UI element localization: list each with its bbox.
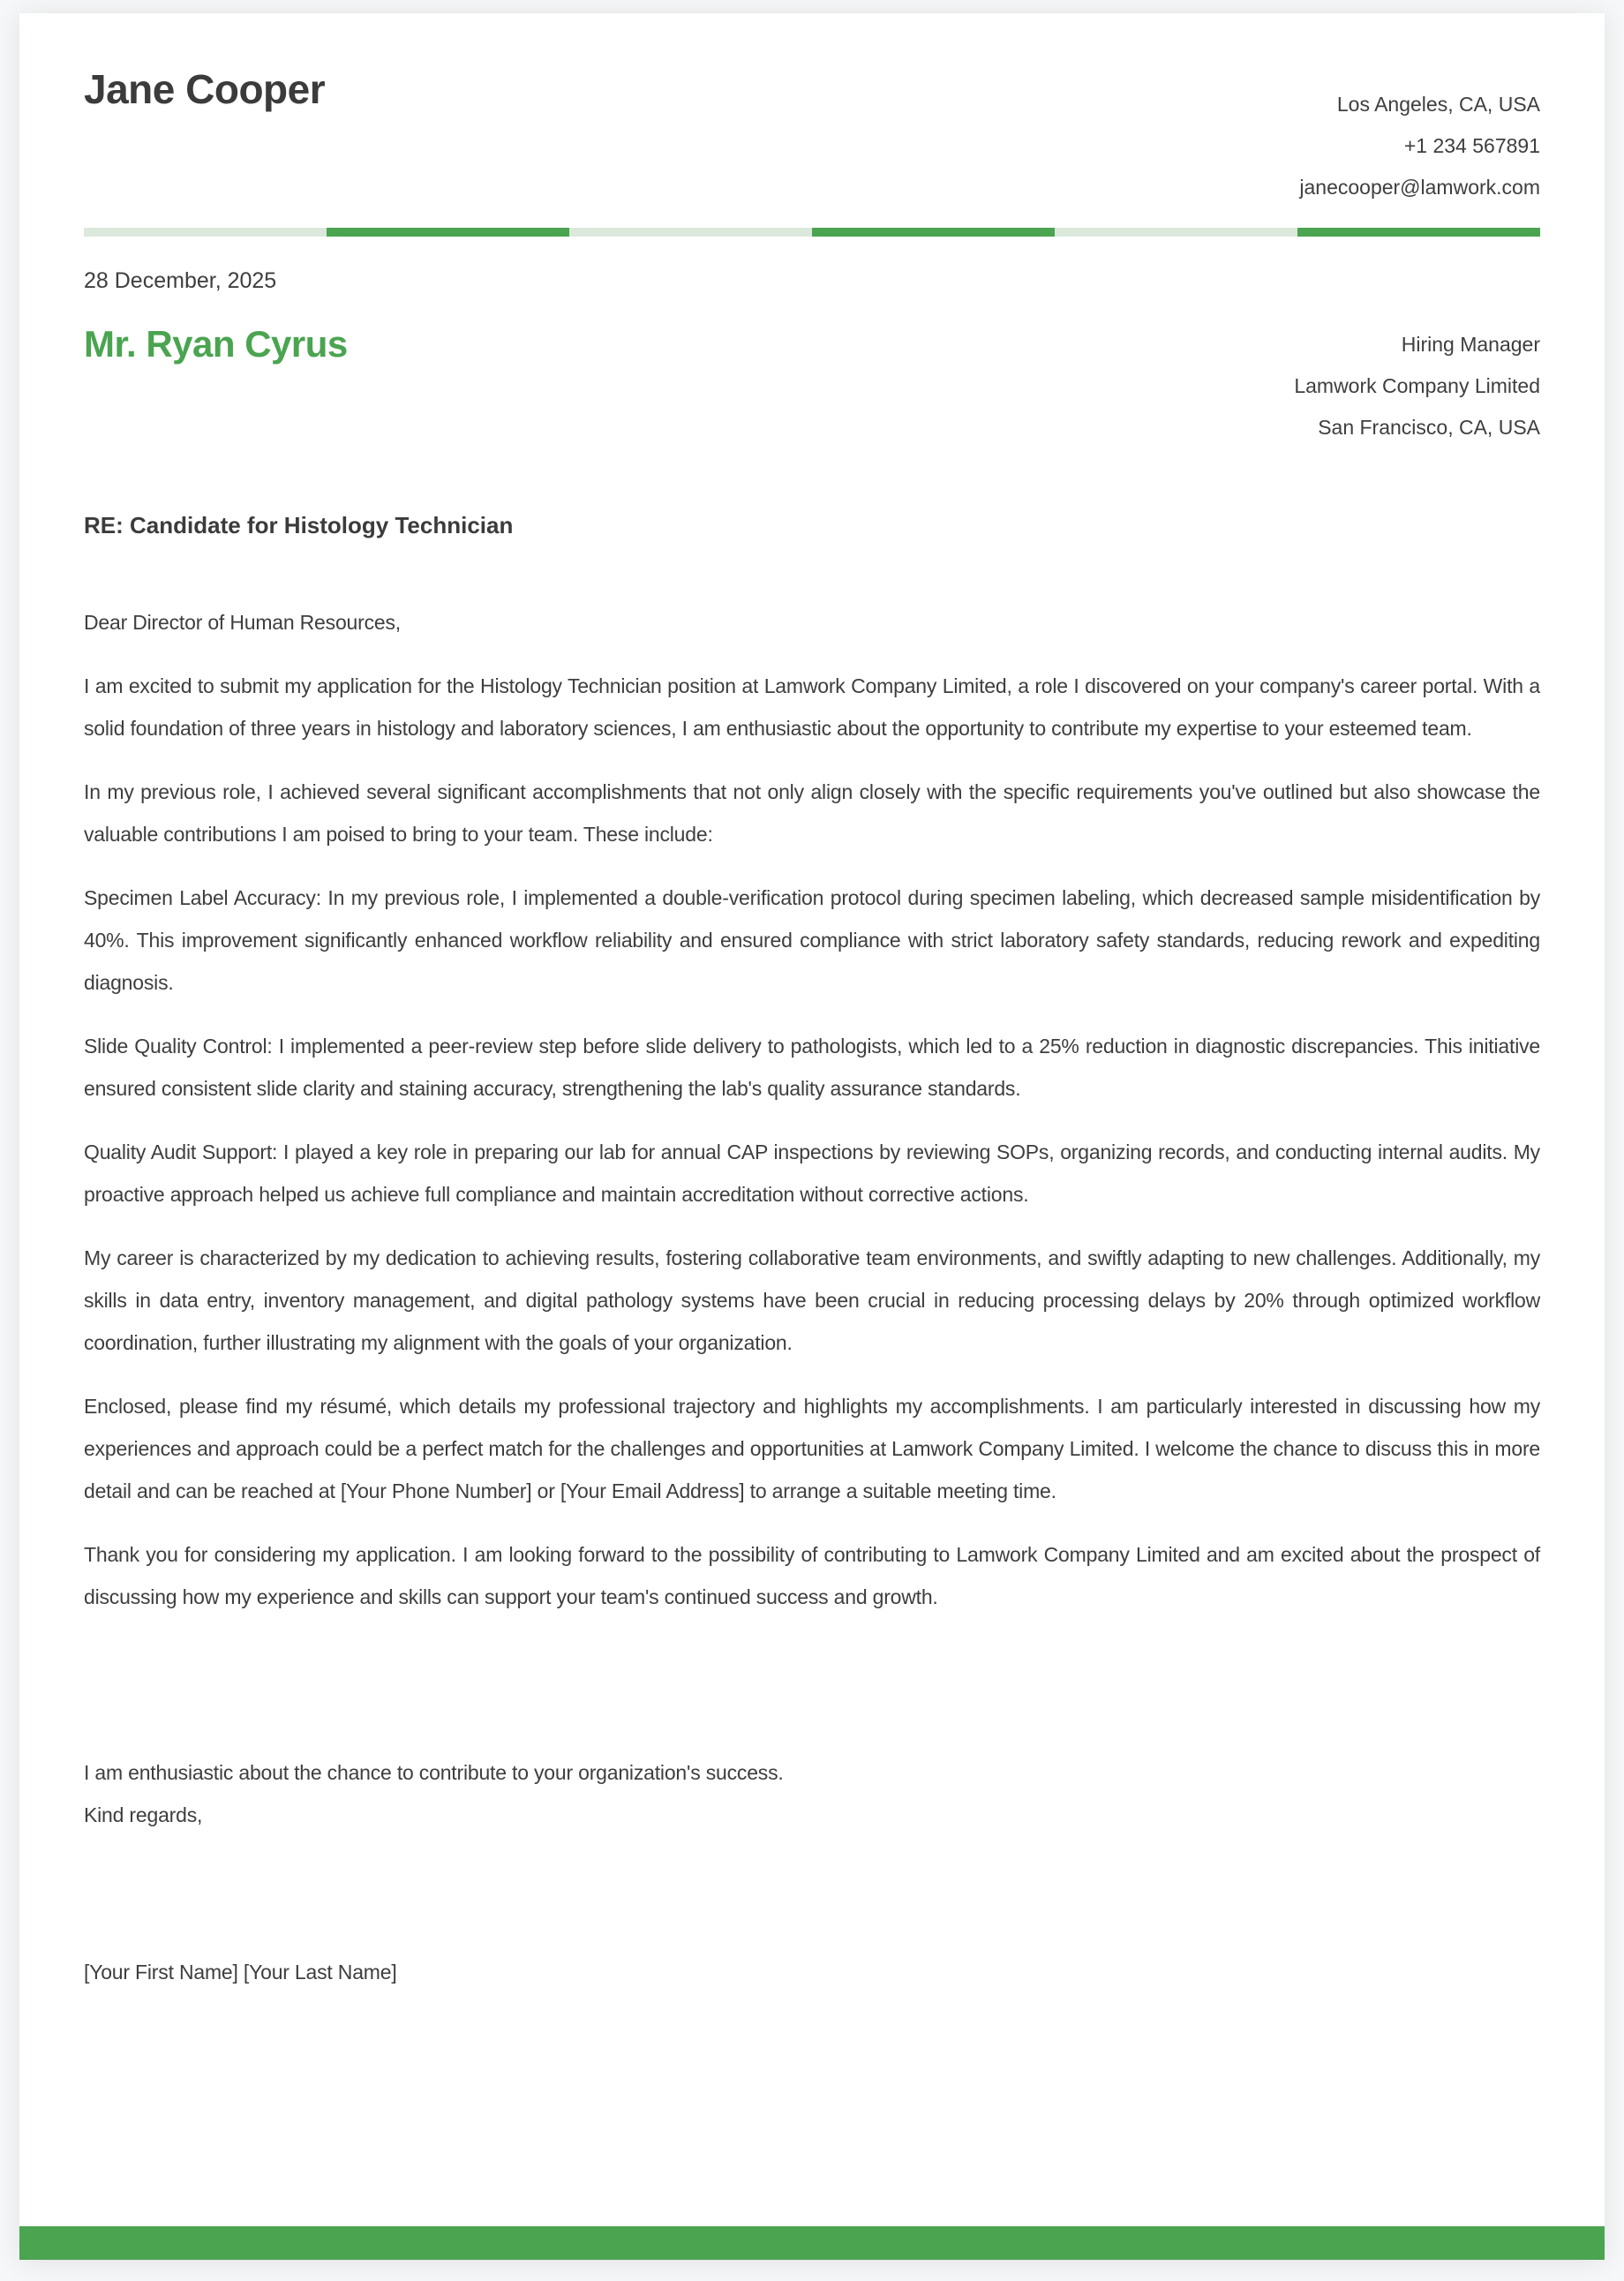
closing-block [84, 1751, 1540, 1836]
recipient-title: Hiring Manager [1401, 333, 1540, 356]
letter-date: 28 December, 2025 [84, 268, 277, 293]
body-paragraph-career-summary: My career is characterized by my dedication to achieving results, fostering collaborative team environments, and swiftly adapting to new challenges. Additionally, my skills in data entry, inventory management, and digital pathology systems have been crucial in reducing processing delays by 20% through optimized workflow coordination, further illustrating my alignment with the goals of your organization. [84, 1246, 1540, 1354]
body-paragraph-intro: I am excited to submit my application for the Histology Technician position at Lamwork Company Limited, a role I discovered on your company's career portal. With a solid foundation of three years in histology and laboratory sciences, I am enthusiastic about the opportunity to contribute my expertise to your esteemed team. [84, 674, 1540, 740]
body-paragraph-enclosure: Enclosed, please find my résumé, which details my professional trajectory and highlights my accomplishments. I am particularly interested in discussing how my experiences and approach could be a perfect match for the challenges and opportunities at Lamwork Company Limited. I welcome the chance to discuss this in more detail and can be reached at [Your Phone Number] or [Your Email Address] to arrange a suitable meeting time. [84, 1395, 1540, 1502]
stripe-segment [84, 228, 327, 237]
sender-name: Jane Cooper [84, 66, 326, 112]
body-paragraph-thank-you: Thank you for considering my application. I am looking forward to the possibility of contributing to Lamwork Company Limited and am excited about the prospect of discussing how my experience and skills can support your team's continued success and growth. [84, 1543, 1540, 1608]
salutation: Dear Director of Human Resources, [84, 611, 401, 634]
letter-header [84, 66, 1540, 208]
recipient-name: Mr. Ryan Cyrus [84, 323, 348, 365]
recipient-block [84, 324, 1540, 448]
stripe-segment [327, 228, 569, 237]
stripe-segment [569, 228, 812, 237]
stripe-segment [812, 228, 1055, 237]
sender-contact-block [1299, 84, 1540, 208]
sender-location: Los Angeles, CA, USA [1336, 93, 1540, 116]
sender-phone: +1 234 567891 [1403, 134, 1540, 157]
signature-name: [Your First Name] [Your Last Name] [84, 1961, 397, 1984]
body-paragraph-slide-quality-control: Slide Quality Control: I implemented a peer-review step before slide delivery to pathologists, which led to a 25% reduction in diagnostic discrepancies. This initiative ensured consistent slide clarity and staining accuracy, strengthening the lab's quality assurance standards. [84, 1035, 1540, 1100]
stripe-segment [1297, 228, 1540, 237]
body-paragraph-specimen-label-accuracy: Specimen Label Accuracy: In my previous role, I implemented a double-verification protocol during specimen labeling, which decreased sample misidentification by 40%. This improvement significantly enhanced workflow reliability and ensured compliance with strict laboratory safety standards, reducing rework and expediting diagnosis. [84, 886, 1540, 994]
footer-accent-bar [19, 2226, 1605, 2260]
recipient-company: Lamwork Company Limited [1294, 374, 1540, 397]
sign-off: Kind regards, [84, 1803, 203, 1826]
recipient-details-block [1294, 324, 1540, 448]
recipient-location: San Francisco, CA, USA [1318, 416, 1540, 439]
subject-line: RE: Candidate for Histology Technician [84, 512, 514, 538]
accent-stripe-divider [84, 228, 1540, 237]
closing-line: I am enthusiastic about the chance to contribute to your organization's success. [84, 1761, 784, 1784]
cover-letter-page [19, 13, 1605, 2260]
stripe-segment [1055, 228, 1297, 237]
sender-email: janecooper@lamwork.com [1299, 176, 1540, 199]
body-paragraph-quality-audit-support: Quality Audit Support: I played a key role in preparing our lab for annual CAP inspections by reviewing SOPs, organizing records, and conducting internal audits. My proactive approach helped us achieve full compliance and maintain accreditation without corrective actions. [84, 1140, 1540, 1206]
body-paragraph-accomplishments-lead: In my previous role, I achieved several significant accomplishments that not only align closely with the specific requirements you've outlined but also showcase the valuable contributions I am poised to bring to your team. These include: [84, 780, 1540, 846]
